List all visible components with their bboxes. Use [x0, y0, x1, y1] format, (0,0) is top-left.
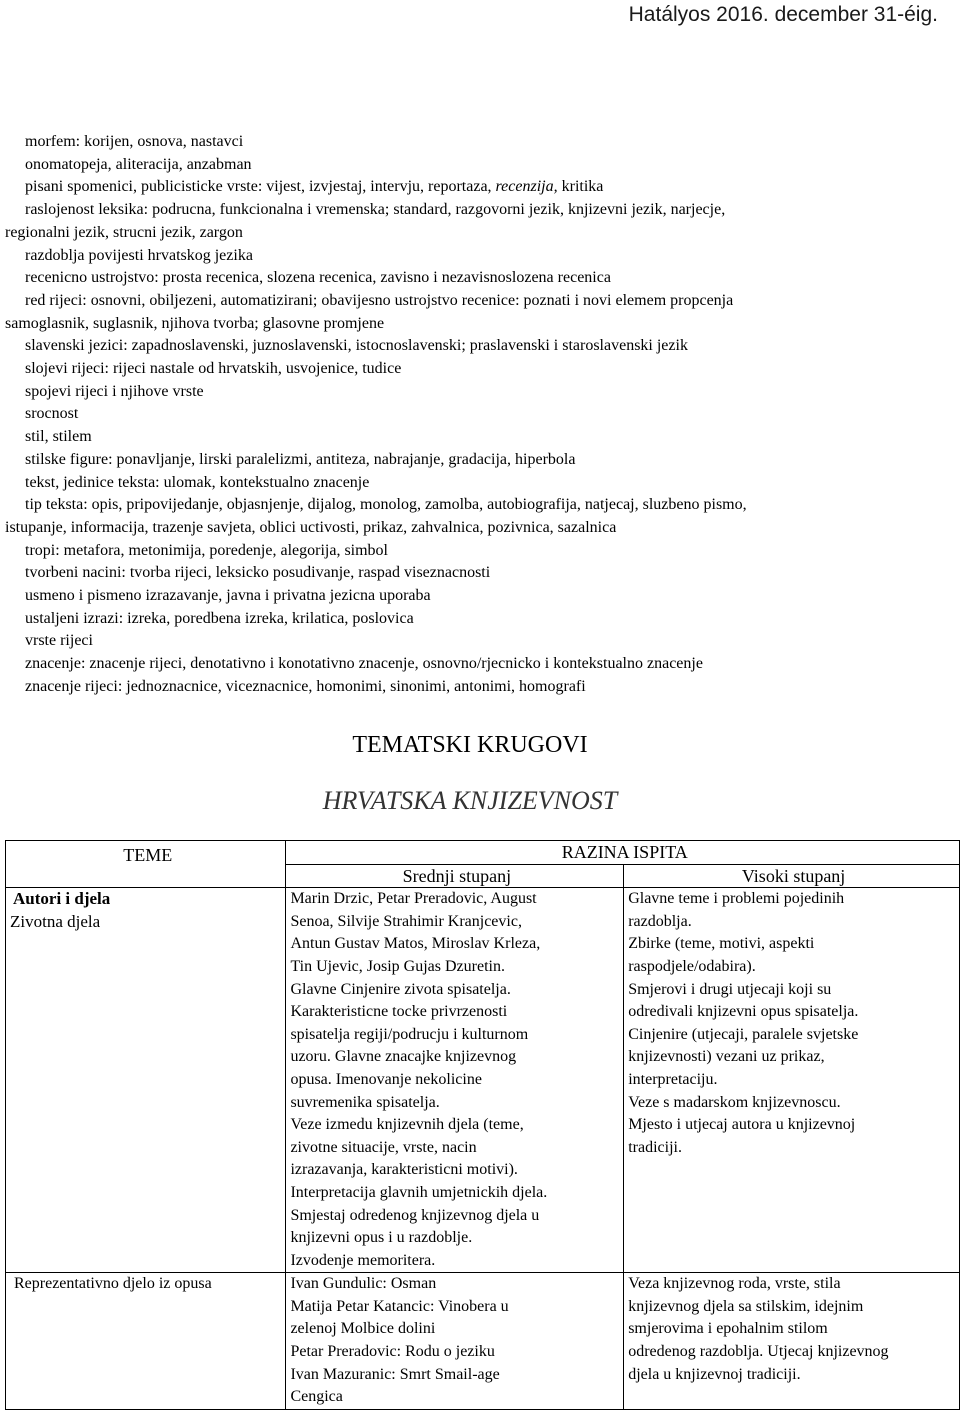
srednji-cell — [286, 888, 624, 1273]
list-item: spojevi rijeci i njihove vrste — [25, 382, 204, 400]
cell-line: Antun Gustav Matos, Miroslav Krleza, — [290, 935, 541, 953]
list-item: tropi: metafora, metonimija, poredenje, alegorija, simbol — [25, 541, 388, 559]
srednji-header: Srednji stupanj — [286, 864, 624, 888]
exam-levels-table — [5, 840, 960, 1410]
razina-header: RAZINA ISPITA — [286, 841, 960, 865]
teme-cell — [6, 888, 286, 1273]
cell-line: uzoru. Glavne znacajke knjizevnog — [290, 1048, 517, 1066]
list-item: srocnost — [25, 405, 79, 423]
cell-line: suvremenika spisatelja. — [290, 1093, 440, 1111]
cell-line: Tin Ujevic, Josip Gujas Dzuretin. — [290, 957, 505, 975]
cell-line: knjizevnosti) vezani uz prikaz, — [628, 1048, 825, 1066]
validity-header: Hatályos 2016. december 31-éig. — [628, 3, 938, 26]
cell-line: knjizevnog djela sa stilskim, idejnim — [628, 1297, 864, 1315]
cell-line: Cengica — [290, 1388, 343, 1406]
cell-line: Smjestaj odredenog knjizevnog djela u — [290, 1206, 540, 1224]
list-item: raslojenost leksika: podrucna, funkcionalna i vremenska; standard, razgovorni jezik, knjizevni jezik, narjecje, — [25, 201, 726, 219]
cell-line: Smjerovi i drugi utjecaji koji su — [628, 980, 832, 998]
list-item: pisani spomenici, publicisticke vrste: vijest, izvjestaj, intervju, reportaza, recenzija, kritika — [25, 178, 604, 196]
cell-line: Glavne teme i problemi pojedinih — [628, 890, 845, 908]
cell-line: Veza knjizevnog roda, vrste, stila — [628, 1275, 841, 1293]
cell-line: Mjesto i utjecaj autora u knjizevnoj — [628, 1116, 856, 1134]
cell-line: Interpretacija glavnih umjetnickih djela. — [290, 1183, 548, 1201]
visoki-cell — [624, 888, 960, 1273]
italic-term: recenzija, — [495, 178, 558, 196]
teme-header: TEME — [6, 841, 286, 888]
teme-subtitle: Zivotna djela — [10, 911, 101, 931]
cell-line: knjizevni opus i u razdoblje. — [290, 1229, 473, 1247]
cell-line: Veze s madarskom knjizevnoscu. — [628, 1093, 841, 1111]
teme-title: Reprezentativno djelo iz opusa — [14, 1275, 212, 1293]
list-item-continuation: samoglasnik, suglasnik, njihova tvorba; glasovne promjene — [5, 314, 385, 332]
list-item: red rijeci: osnovni, obiljezeni, automatizirani; obavijesno ustrojstvo recenice: poznati i novi elemem propcenja — [25, 291, 734, 309]
cell-line: Veze izmedu knjizevnih djela (teme, — [290, 1116, 524, 1134]
list-item: slojevi rijeci: rijeci nastale od hrvatskih, usvojenice, tudice — [25, 360, 402, 378]
cell-line: odredivali knjizevni opus spisatelja. — [628, 1003, 859, 1021]
list-item-continuation: istupanje, informacija, trazenje savjeta, oblici uctivosti, prikaz, zahvalnica, pozivnica, sazalnica — [5, 518, 617, 536]
cell-line: raspodjele/odabira). — [628, 957, 756, 975]
cell-line: interpretaciju. — [628, 1070, 718, 1088]
cell-line: Izvodenje memoritera. — [290, 1251, 436, 1269]
section-title: TEMATSKI KRUGOVI — [352, 732, 588, 758]
list-item: ustaljeni izrazi: izreka, poredbena izreka, krilatica, poslovica — [25, 609, 414, 627]
cell-line: spisatelja regiji/podrucju i kulturnom — [290, 1025, 529, 1043]
cell-line: izrazavanja, karakteristicni motivi). — [290, 1161, 518, 1179]
cell-line: Marin Drzic, Petar Preradovic, August — [290, 890, 537, 908]
list-item: tekst, jedinice teksta: ulomak, kontekstualno znacenje — [25, 473, 370, 491]
list-item: slavenski jezici: zapadnoslavenski, juznoslavenski, istocnoslavenski; praslavenski i staroslavenski jezik — [25, 337, 688, 355]
teme-cell — [6, 1273, 286, 1410]
cell-line: opusa. Imenovanje nekolicine — [290, 1070, 482, 1088]
table-row — [6, 1273, 960, 1410]
cell-line: smjerovima i epohalnim stilom — [628, 1320, 828, 1338]
list-item: znacenje rijeci: jednoznacnice, viceznacnice, homonimi, sinonimi, antonimi, homografi — [25, 677, 586, 695]
cell-line: Ivan Gundulic: Osman — [290, 1275, 437, 1293]
list-item: tvorbeni nacini: tvorba rijeci, leksicko posudivanje, raspad viseznacnosti — [25, 564, 491, 582]
list-item: tip teksta: opis, pripovijedanje, objasnjenje, dijalog, monolog, zamolba, autobiografija, natjecaj, sluzbeno pismo, — [25, 496, 747, 514]
list-item: onomatopeja, aliteracija, anzabman — [25, 155, 252, 173]
list-item: stil, stilem — [25, 428, 92, 446]
list-item: usmeno i pismeno izrazavanje, javna i privatna jezicna uporaba — [25, 587, 431, 605]
srednji-cell — [286, 1273, 624, 1410]
topic-list — [0, 131, 960, 699]
cell-line: Cinjenire (utjecaji, paralele svjetske — [628, 1025, 859, 1043]
cell-line: Karakteristicne tocke privrzenosti — [290, 1003, 508, 1021]
teme-title: Autori i djela — [13, 889, 111, 909]
list-item-continuation: regionalni jezik, strucni jezik, zargon — [5, 223, 243, 241]
cell-line: Matija Petar Katancic: Vinobera u — [290, 1297, 509, 1315]
list-item: morfem: korijen, osnova, nastavci — [25, 133, 244, 150]
list-item: razdoblja povijesti hrvatskog jezika — [25, 246, 253, 264]
cell-line: Glavne Cinjenire zivota spisatelja. — [290, 980, 511, 998]
cell-line: Zbirke (teme, motivi, aspekti — [628, 935, 815, 953]
cell-line: tradiciji. — [628, 1138, 682, 1156]
section-subtitle: HRVATSKA KNJIZEVNOST — [322, 786, 618, 815]
list-item: stilske figure: ponavljanje, lirski paralelizmi, antiteza, nabrajanje, gradacija, hiperbola — [25, 450, 576, 468]
visoki-header: Visoki stupanj — [624, 864, 960, 888]
cell-line: razdoblja. — [628, 912, 692, 930]
cell-line: odredenog razdoblja. Utjecaj knjizevnog — [628, 1343, 889, 1361]
cell-line: Petar Preradovic: Rodu o jeziku — [290, 1343, 495, 1361]
cell-line: djela u knjizevnoj tradiciji. — [628, 1365, 801, 1383]
cell-line: Senoa, Silvije Strahimir Kranjcevic, — [290, 912, 522, 930]
visoki-cell — [624, 1273, 960, 1410]
list-item: recenicno ustrojstvo: prosta recenica, slozena recenica, zavisno i nezavisnoslozena recenica — [25, 269, 611, 287]
list-item: znacenje: znacenje rijeci, denotativno i konotativno znacenje, osnovno/rjecnicko i kontekstualno znacenje — [25, 655, 703, 673]
table-row — [6, 888, 960, 1273]
cell-line: zelenoj Molbice dolini — [290, 1320, 436, 1338]
list-item: vrste rijeci — [25, 632, 93, 650]
table-header-row — [6, 841, 960, 865]
cell-line: Ivan Mazuranic: Smrt Smail-age — [290, 1365, 500, 1383]
cell-line: zivotne situacije, vrste, nacin — [290, 1138, 477, 1156]
